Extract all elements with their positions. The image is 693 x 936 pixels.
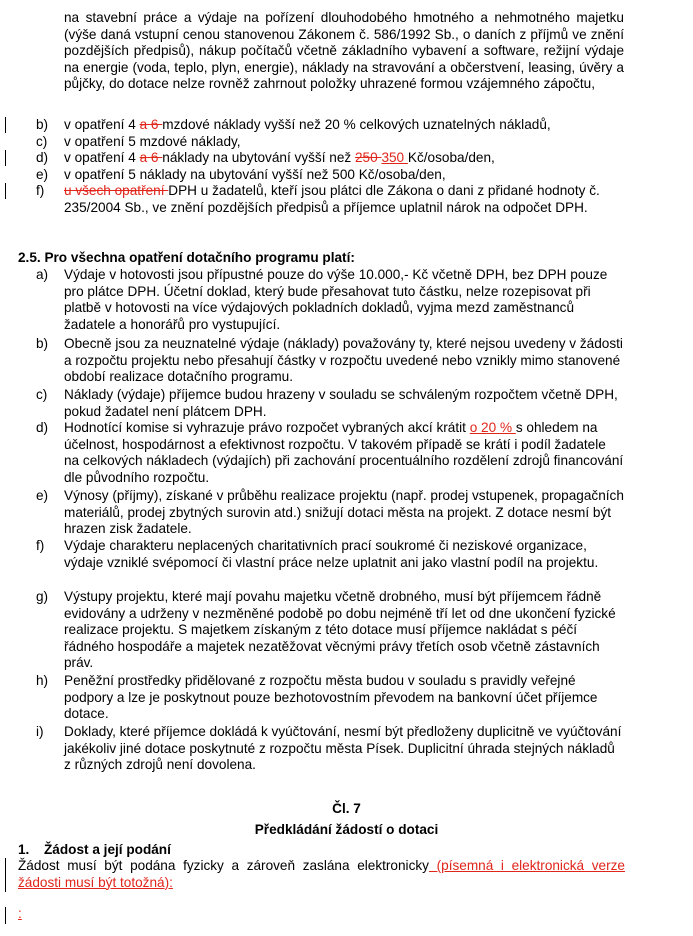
deleted-text: a 6	[139, 117, 163, 132]
deleted-text: u všech opatření	[64, 183, 169, 198]
change-bar	[5, 907, 6, 924]
inserted-text: o 20 %	[469, 420, 516, 435]
item-label: b)	[36, 336, 49, 351]
final-paragraph: Žádost musí být podána fyzicky a zároveň zaslána elektronicky (písemná i elektronická verze žádosti musí být totožná):	[18, 858, 625, 890]
item-label: h)	[36, 673, 49, 688]
deleted-text: 250	[354, 150, 382, 165]
item-label: d)	[36, 150, 49, 165]
item-label: g)	[36, 589, 49, 604]
inserted-text: (písemná i elektronická verze žádosti musí být totožná):	[18, 858, 625, 890]
item-label: f)	[36, 538, 45, 553]
deleted-text: a 6	[139, 150, 163, 165]
item-label: f)	[36, 183, 45, 198]
item-label: c)	[36, 387, 48, 402]
trailing-inserted-mark: :	[18, 906, 22, 921]
inserted-text: 350	[381, 150, 408, 165]
item-label: d)	[36, 420, 49, 435]
section-heading: 2.5. Pro všechna opatření dotačního programu platí:	[18, 250, 355, 265]
change-bar	[5, 183, 6, 199]
change-bar	[5, 117, 6, 133]
document-page: na stavební práce a výdaje na pořízení dlouhodobého hmotného a nehmotného majetku (výše daná vstupní cenou stanovenou Zákonem č. 586/1992 Sb., o daních z příjmů ve znění pozdějších předpisů), nákup počítačů včetně základního vybavení a software, režijní výdaje na energie (voda, teplo, plyn, energie), náklady na stravování a občerstvení, leasing, úvěry a půjčky, do dotace nelze rovněž zahrnout položky uhrazené formou vzájemného zápočtu, b) v opatření 4 a 6 mzdové náklady vyšší než 20 % celkových uznatelných nákladů, c) v opatření 5 mzdové náklady, d) v opatření 4 a 6 náklady na ubytování vyšší než 250 350 Kč/osoba/den, e) v opatření 5 náklady na ubytování vyšší než 500 Kč/osoba/den, f) u všech opatření DPH u žadatelů, kteří jsou plátci dle Zákona o dani z přidané hodnoty č. 235/2004 Sb., ve znění pozdějších předpisů a příjemce uplatnil nárok na odpočet DPH. 2.5. Pro všechna opatření dotačního programu platí: a) Výdaje v hotovosti jsou přípustné pouze do výše 10.000,- Kč včetně DPH, bez DPH pouze pro plátce DPH. Účetní doklad, který bude přesahovat tuto částku, nelze rozepisovat při platbě v hotovosti na více výdajových pokladních dokladů, vyjma mezd zaměstnanců žadatele a honorářů pro vystupující. b) Obecně jsou za neuznatelné výdaje (náklady) považovány ty, které nejsou uvedeny v žádosti a rozpočtu projektu nebo přesahují částky v rozpočtu uvedené nebo vznikly mimo stanovené období realizace dotačního programu. c) Náklady (výdaje) příjemce budou hrazeny v souladu se schváleným rozpočtem včetně DPH, pokud žadatel není plátcem DPH. d) Hodnotící komise si vyhrazuje právo rozpočet vybraných akcí krátit o 20 % s ohledem na účelnost, hospodárnost a efektivnost rozpočtu. V takovém případě se krátí i podíl žadatele na celkových nákladech (výdajích) při zachování procentuálního rozdělení zdrojů financování dle původního rozpočtu. e) Výnosy (příjmy), získané v průběhu realizace projektu (např. prodej vstupenek, propagačních materiálů, prodej zbytných surovin atd.) snižují dotaci města na projekt. Z dotace nesmí být hrazen zisk žadatele. f) Výdaje charakteru neplacených charitativních prací soukromé či neziskové organizace, výdaje vzniklé svépomocí či vlastní práce nelze uplatnit ani jako vlastní podíl na projektu. g) Výstupy projektu, které mají povahu majetku včetně drobného, musí být příjemcem řádně evidovány a udrženy v nezměněné podobě po dobu nejméně tří let od dne ukončení fyzické realizace projektu. S majetkem získaným z této dotace musí příjemce nakládat s péčí řádného hospodáře a majetek nezatěžovat věcnými právy třetích osob včetně zástavních práv. h) Peněžní prostředky přidělované z rozpočtu města budou v souladu s pravidly veřejné podpory a lze je poskytnout pouze bezhotovostním převodem na bankovní účet příjemce dotace. i) Doklady, které příjemce dokládá k vyúčtování, nesmí být předloženy duplicitně ve vyúčtování jakékoliv jiné dotace poskytnuté z rozpočtu města Písek. Duplicitní úhrada stejných nákladů z různých zdrojů není dovolena. Čl. 7 Předkládání žádostí o dotaci 1. Žádost a její podání Žádost musí být podána fyzicky a zároveň zaslána elektronicky (písemná i elektronická verze žádosti musí být totožná): :	[0, 0, 693, 936]
item-label: e)	[36, 167, 49, 182]
article-title: Čl. 7	[332, 801, 361, 816]
change-bar	[5, 150, 6, 166]
item-label: i)	[36, 724, 44, 739]
continued-paragraph: na stavební práce a výdaje na pořízení dlouhodobého hmotného a nehmotného majetku (výše daná vstupní cenou stanovenou Zákonem č. 586/1992 Sb., o daních z příjmů ve znění pozdějších předpisů), nákup počítačů včetně základního vybavení a software, režijní výdaje na energie (voda, teplo, plyn, energie), náklady na stravování a občerstvení, leasing, úvěry a půjčky, do dotace nelze rovněž zahrnout položky uhrazené formou vzájemného zápočtu,	[64, 10, 624, 92]
article-subtitle: Předkládání žádostí o dotaci	[254, 822, 439, 837]
item-label: b)	[36, 117, 49, 132]
change-bar	[5, 858, 6, 892]
item-label: c)	[36, 134, 48, 149]
item-label: a)	[36, 267, 49, 282]
subsection-number: 1.	[18, 842, 30, 857]
subsection-title: Žádost a její podání	[44, 842, 171, 857]
item-label: e)	[36, 488, 49, 503]
